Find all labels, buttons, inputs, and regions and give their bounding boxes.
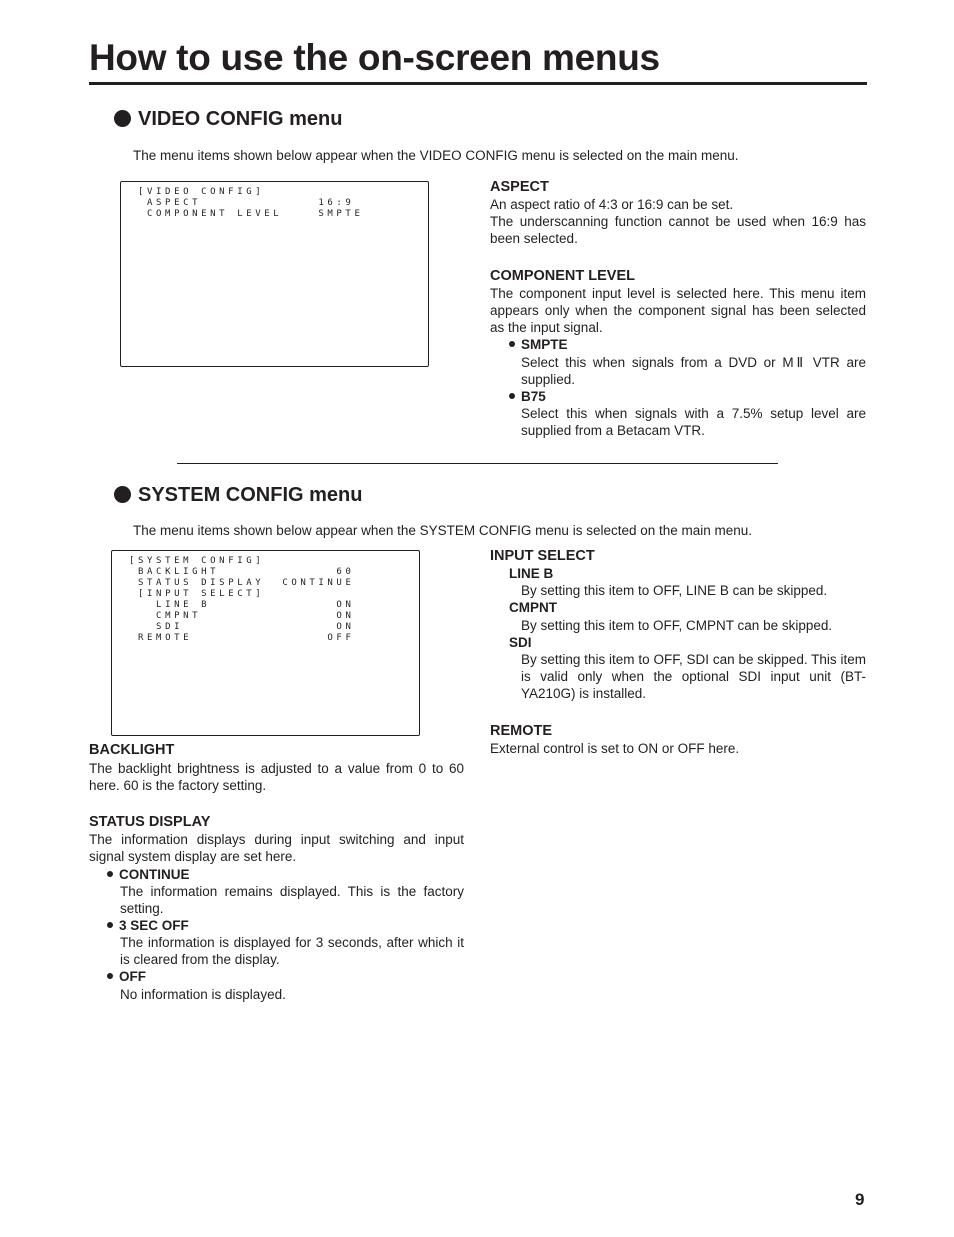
bullet-icon: [509, 341, 515, 347]
video-config-osd-screen: [120, 181, 429, 367]
bullet-icon: [107, 871, 113, 877]
status-display-text: The information displays during input switching and input signal system display are set here.: [89, 832, 464, 864]
osd-line: STATUS DISPLAY CONTINUE: [129, 578, 355, 588]
title-rule: [89, 82, 867, 85]
bullet-icon: [509, 393, 515, 399]
option-3-sec-off-text: The information is displayed for 3 seconds, after which it is cleared from the display.: [120, 935, 464, 967]
circle-bullet-icon: [114, 486, 131, 503]
page-number: 9: [855, 1190, 865, 1209]
input-line-b-label: LINE B: [509, 566, 554, 581]
remote-text: External control is set to ON or OFF here.: [490, 741, 740, 756]
backlight-heading: BACKLIGHT: [89, 742, 175, 758]
osd-line: [VIDEO CONFIG]: [138, 187, 265, 197]
system-config-osd-screen: [111, 550, 420, 736]
aspect-heading: ASPECT: [490, 179, 549, 195]
option-b75: [509, 388, 546, 405]
input-line-b-text: By setting this item to OFF, LINE B can be skipped.: [521, 583, 828, 598]
option-label: B75: [521, 389, 546, 404]
osd-line: [INPUT SELECT]: [129, 589, 265, 599]
option-b75-text: Select this when signals with a 7.5% setup level are supplied from a Betacam VTR.: [521, 406, 866, 438]
video-config-intro: The menu items shown below appear when the VIDEO CONFIG menu is selected on the main menu.: [133, 148, 739, 163]
input-sdi-label: SDI: [509, 635, 532, 650]
osd-line: LINE B ON: [129, 600, 355, 610]
aspect-text-2: The underscanning function cannot be used when 16:9 has been selected.: [490, 214, 866, 246]
video-config-heading: [114, 107, 342, 131]
option-smpte: [509, 336, 568, 353]
bullet-icon: [107, 922, 113, 928]
video-config-heading-text: VIDEO CONFIG menu: [138, 108, 343, 130]
option-label: CONTINUE: [119, 867, 190, 882]
input-sdi-text: By setting this item to OFF, SDI can be skipped. This item is valid only when the optional SDI input unit (BT-YA210G) is installed.: [521, 652, 866, 701]
osd-line: ASPECT 16:9: [138, 198, 355, 208]
bullet-icon: [107, 973, 113, 979]
backlight-text: The backlight brightness is adjusted to a value from 0 to 60 here. 60 is the factory setting.: [89, 761, 464, 793]
option-off: [107, 968, 146, 985]
option-label: 3 SEC OFF: [119, 918, 189, 933]
osd-line: SDI ON: [129, 622, 355, 632]
option-continue: [107, 866, 190, 883]
page-title: How to use the on-screen menus: [89, 37, 660, 78]
remote-heading: REMOTE: [490, 723, 553, 739]
osd-line: BACKLIGHT 60: [129, 567, 355, 577]
system-config-heading-text: SYSTEM CONFIG menu: [138, 484, 363, 506]
component-level-heading: COMPONENT LEVEL: [490, 268, 636, 284]
option-continue-text: The information remains displayed. This is the factory setting.: [120, 884, 464, 916]
osd-line: COMPONENT LEVEL SMPTE: [138, 209, 364, 219]
aspect-text-1: An aspect ratio of 4:3 or 16:9 can be set.: [490, 197, 734, 212]
status-display-heading: STATUS DISPLAY: [89, 814, 211, 830]
osd-line: REMOTE OFF: [129, 633, 355, 643]
option-smpte-text: Select this when signals from a DVD or MⅡ VTR are supplied.: [521, 355, 866, 387]
option-label: OFF: [119, 969, 146, 984]
input-cmpnt-text: By setting this item to OFF, CMPNT can be skipped.: [521, 618, 833, 633]
component-level-text: The component input level is selected here. This menu item appears only when the component signal has been selected as the input signal.: [490, 286, 866, 335]
input-cmpnt-label: CMPNT: [509, 600, 557, 615]
option-label: SMPTE: [521, 337, 568, 352]
option-off-text: No information is displayed.: [120, 987, 286, 1002]
osd-line: CMPNT ON: [129, 611, 355, 621]
system-config-intro: The menu items shown below appear when the SYSTEM CONFIG menu is selected on the main menu.: [133, 523, 753, 538]
option-3-sec-off: [107, 917, 189, 934]
input-select-heading: INPUT SELECT: [490, 548, 595, 564]
circle-bullet-icon: [114, 110, 131, 127]
system-config-heading: [114, 483, 362, 507]
section-divider: [177, 463, 778, 464]
osd-line: [SYSTEM CONFIG]: [129, 556, 265, 566]
